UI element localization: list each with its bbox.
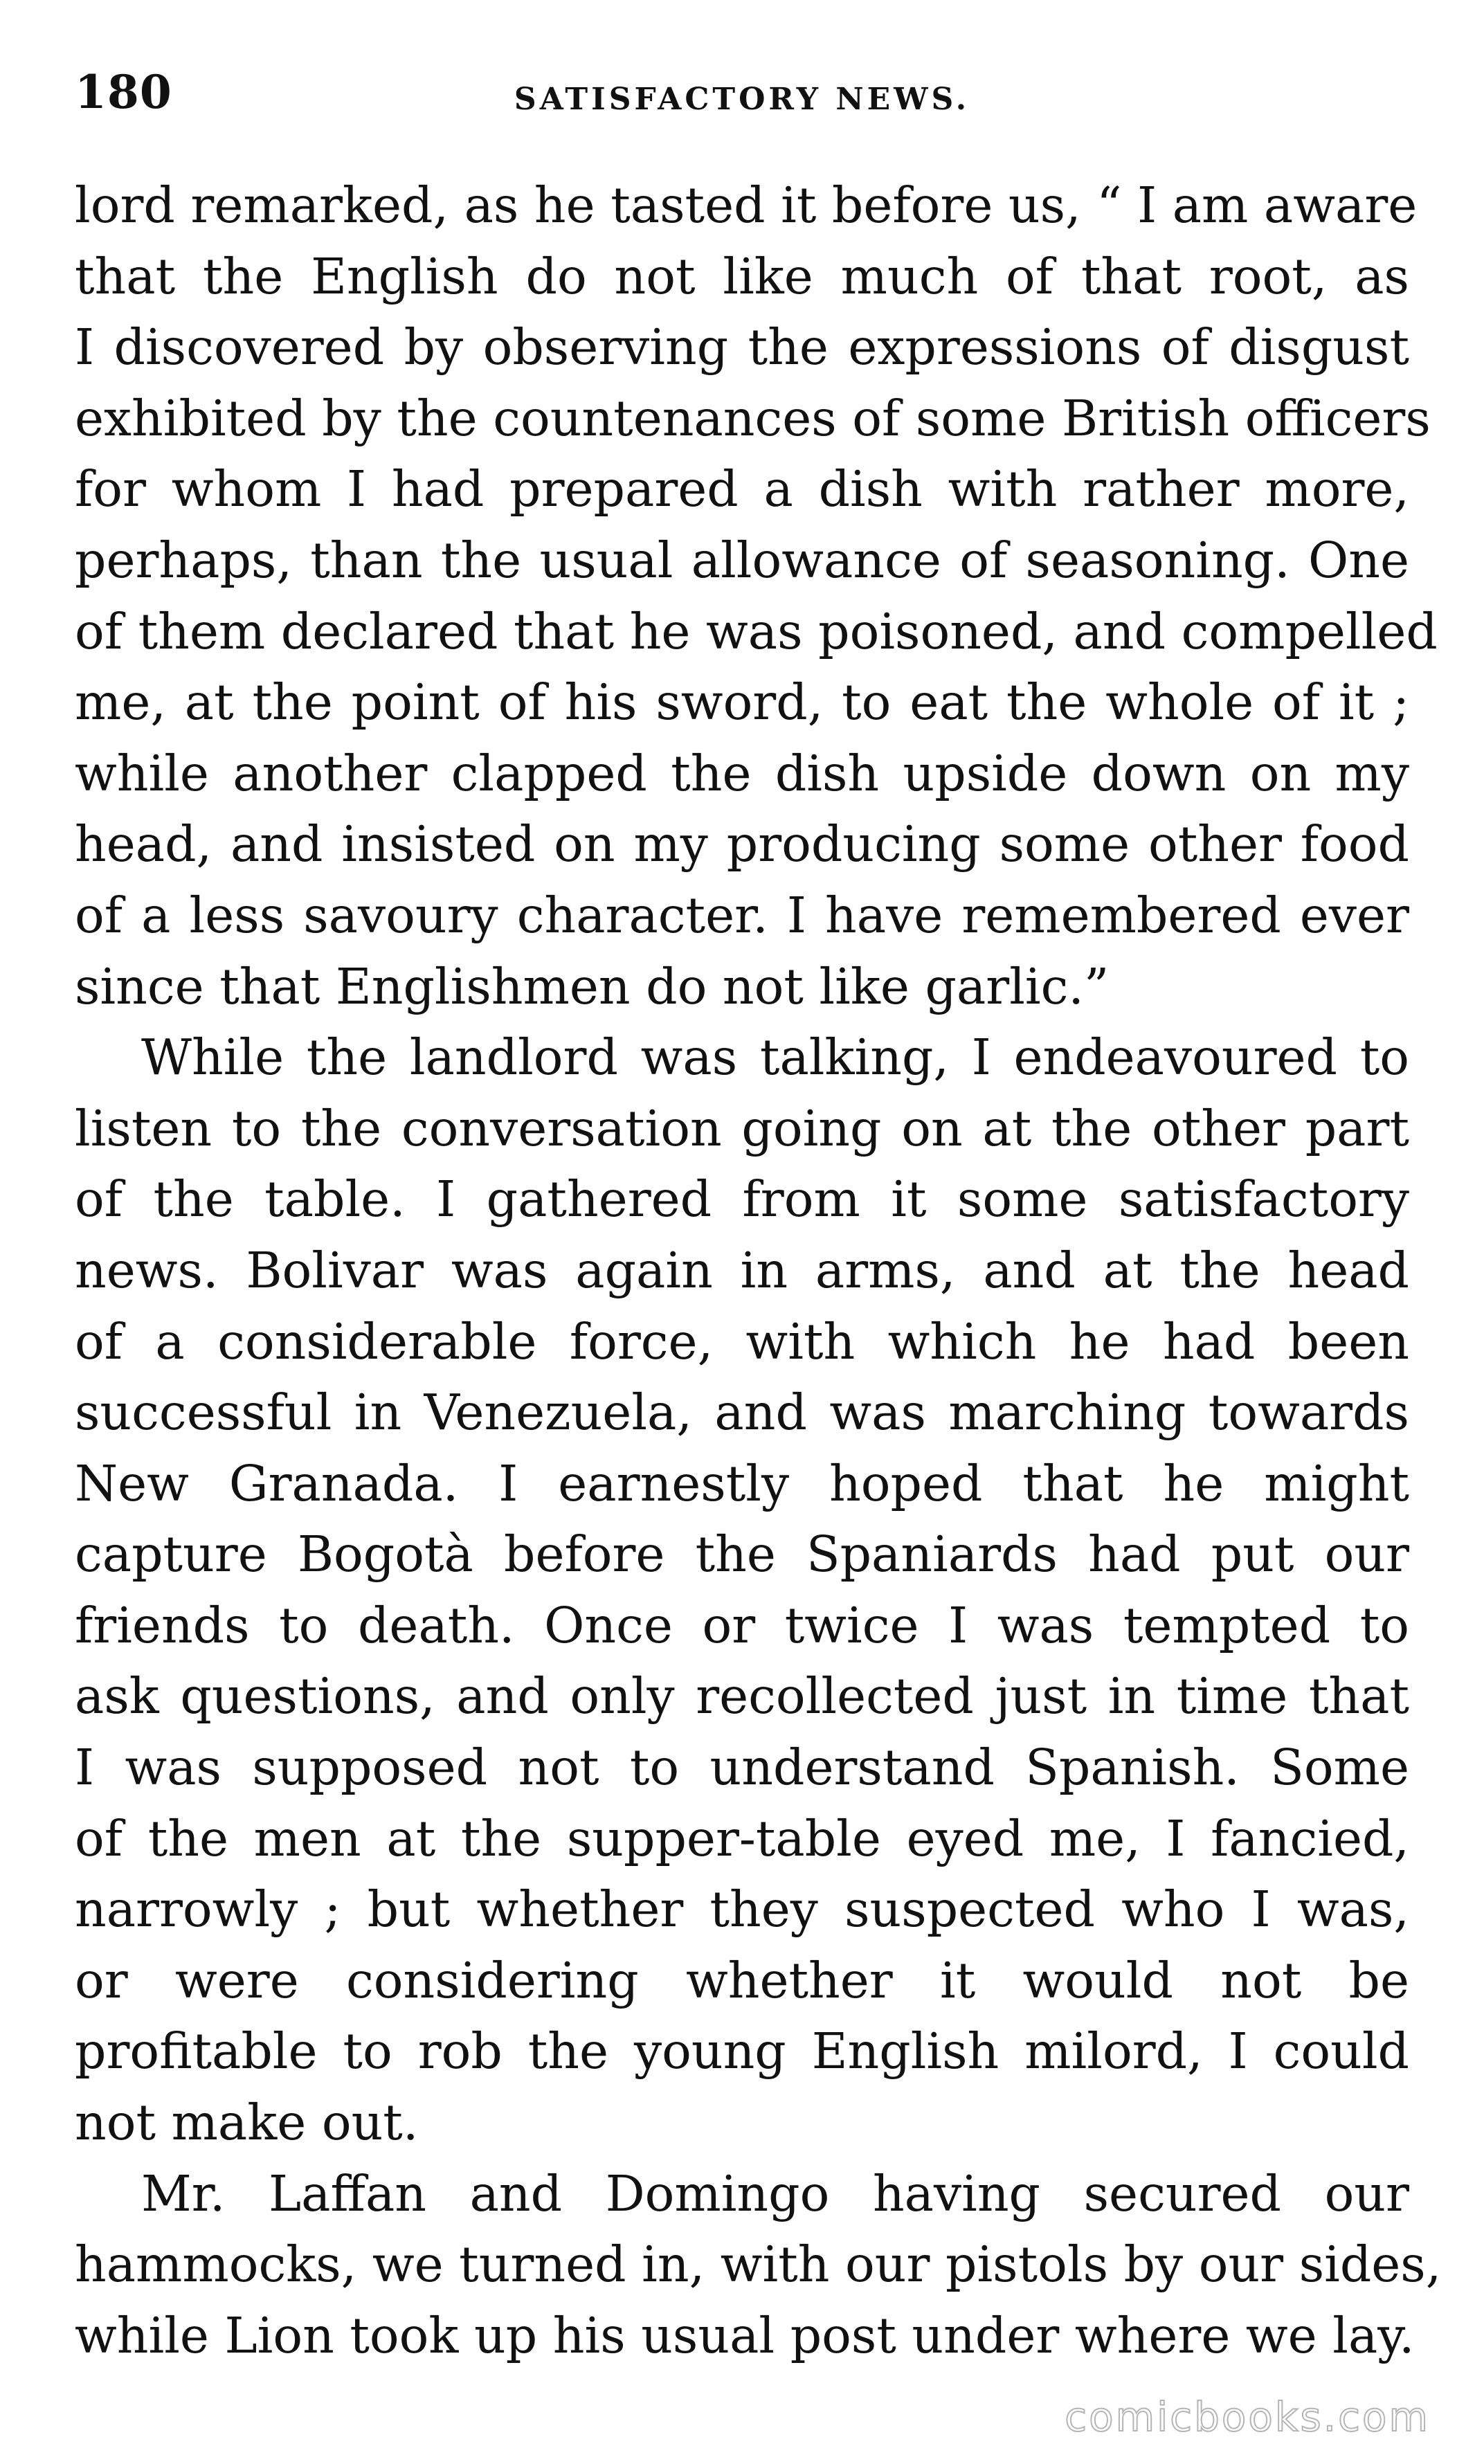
text-line: or were considering whether it would not be — [75, 1951, 1409, 2009]
text-line: lord remarked, as he tasted it before us, “ I am aware — [75, 176, 1418, 234]
page-header — [75, 58, 1409, 134]
text-line: while Lion took up his usual post under where we lay. — [75, 2306, 1415, 2364]
text-line: perhaps, than the usual allowance of seasoning. One — [75, 531, 1409, 589]
text-line: capture Bogotà before the Spaniards had put our — [75, 1525, 1409, 1584]
text-line: since that Englishmen do not like garlic.” — [75, 957, 1110, 1015]
text-line: me, at the point of his sword, to eat the whole of it ; — [75, 673, 1409, 732]
text-line: profitable to rob the young English milord, I could — [75, 2022, 1409, 2081]
text-line: exhibited by the countenances of some British officers — [75, 389, 1431, 447]
text-line: of the men at the supper-table eyed me, I fancied, — [75, 1809, 1409, 1867]
text-line: news. Bolivar was again in arms, and at the head — [75, 1241, 1409, 1299]
text-line: New Granada. I earnestly hoped that he might — [75, 1454, 1409, 1512]
paragraph-first-line: While the landlord was talking, I endeavoured to — [141, 1029, 1409, 1087]
text-line: that the English do not like much of that root, as — [75, 247, 1409, 305]
text-line: narrowly ; but whether they suspected who I was, — [75, 1881, 1409, 1939]
watermark: comicbooks.com — [1065, 2393, 1430, 2440]
page-number: 180 — [75, 65, 172, 119]
body-text — [75, 170, 1442, 2371]
text-line: for whom I had prepared a dish with rather more, — [75, 460, 1409, 518]
text-line: while another clapped the dish upside down on my — [75, 744, 1409, 802]
text-line: of them declared that he was poisoned, and compelled — [75, 602, 1438, 660]
text-line: of a less savoury character. I have remembered ever — [75, 886, 1409, 944]
text-line: head, and insisted on my producing some other food — [75, 815, 1409, 873]
text-line: I was supposed not to understand Spanish. Some — [75, 1739, 1409, 1797]
text-line: ask questions, and only recollected just in time that — [75, 1667, 1409, 1725]
running-head: SATISFACTORY NEWS. — [514, 82, 970, 117]
text-line: listen to the conversation going on at the other part — [75, 1099, 1409, 1157]
text-line: I discovered by observing the expressions of disgust — [75, 318, 1409, 377]
paragraph-first-line: Mr. Laffan and Domingo having secured our — [141, 2164, 1409, 2222]
text-line: friends to death. Once or twice I was tempted to — [75, 1596, 1409, 1654]
text-line: successful in Venezuela, and was marching towards — [75, 1384, 1409, 1442]
text-line: not make out. — [75, 2094, 419, 2152]
text-line: hammocks, we turned in, with our pistols by our sides, — [75, 2236, 1442, 2294]
text-line: of a considerable force, with which he had been — [75, 1312, 1409, 1370]
text-line: of the table. I gathered from it some satisfactory — [75, 1170, 1409, 1229]
